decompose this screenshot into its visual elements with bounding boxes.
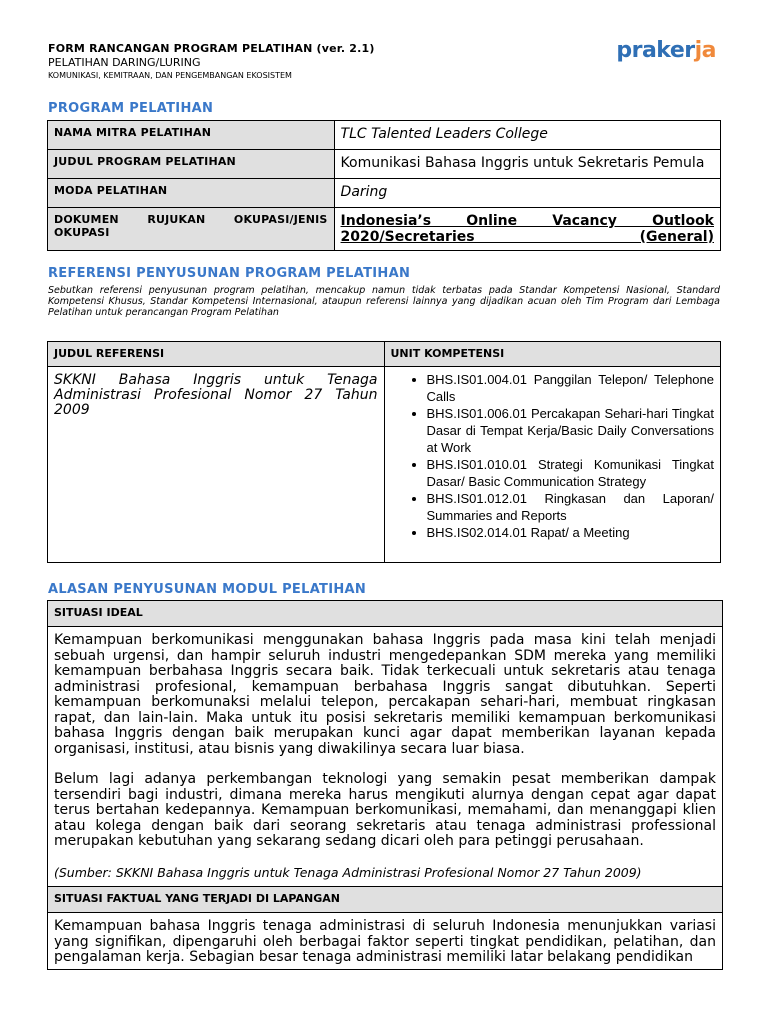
source-note: (Sumber: SKKNI Bahasa Inggris untuk Tenaga Administrasi Profesional Nomor 27 Tahun 2009) <box>54 864 642 880</box>
row-label: DOKUMEN RUJUKAN OKUPASI/JENIS OKUPASI <box>48 208 335 251</box>
paragraph: Belum lagi adanya perkembangan teknologi yang semakin pesat memberikan dampak tersendiri bagi industri, dimana mereka harus mengikuti alurnya dengan cepat agar dapat terus bertahan kedepannya. Kemampuan berkomunikasi, memahami, dan menanggapi klien atau kolega dengan baik dari seorang sekretaris atau tenaga administrasi professional merupakan kebutuhan yang sekarang sedang dicari oleh para petinggi perusahaan. <box>54 771 716 849</box>
situasi-faktual-header: SITUASI FAKTUAL YANG TERJADI DI LAPANGAN <box>48 887 723 913</box>
moda-value: Daring <box>334 179 720 208</box>
paragraph: Kemampuan bahasa Inggris tenaga administrasi di seluruh Indonesia menunjukkan variasi yang signifikan, dipengaruhi oleh berbagai faktor seperti tingkat pendidikan, pelatihan, dan pengalaman kerja. Sebagian besar tenaga administrasi memiliki latar belakang pendidikan <box>54 918 716 965</box>
situasi-faktual-body <box>48 913 723 970</box>
section-title-alasan: ALASAN PENYUSUNAN MODUL PELATIHAN <box>48 582 367 597</box>
list-item: • BHS.IS01.010.01 Strategi Komunikasi Tingkat Dasar/ Basic Communication Strategy <box>427 456 715 490</box>
section-title-program: PROGRAM PELATIHAN <box>48 101 214 116</box>
referensi-table <box>47 341 721 563</box>
table-row <box>48 121 721 150</box>
logo-text: praker <box>616 38 695 63</box>
list-item: • BHS.IS01.006.01 Percakapan Sehari-hari Tingkat Dasar di Tempat Kerja/Basic Daily Conversations at Work <box>427 405 715 456</box>
list-item: • BHS.IS02.014.01 Rapat/ a Meeting <box>427 524 715 541</box>
form-header <box>48 42 578 82</box>
prakerja-logo <box>616 38 716 63</box>
situasi-ideal-body <box>48 627 723 887</box>
form-subtitle: PELATIHAN DARING/LURING <box>48 56 201 69</box>
referensi-note: Sebutkan referensi penyusunan program pelatihan, mencakup namun tidak terbatas pada Standar Kompetensi Nasional, Standard Kompetensi Khusus, Standar Kompetensi Internasional, ataupun referensi lainnya yang dijadikan acuan oleh Tim Program dari Lembaga Pelatihan untuk perancangan Program Pelatihan <box>48 285 720 318</box>
situasi-ideal-header: SITUASI IDEAL <box>48 601 723 627</box>
unit-list <box>385 371 715 541</box>
list-item: • BHS.IS01.012.01 Ringkasan dan Laporan/ Summaries and Reports <box>427 490 715 524</box>
dokumen-value: Indonesia’s Online Vacancy Outlook 2020/Secretaries (General) <box>334 208 720 251</box>
table-row <box>48 208 721 251</box>
logo-accent-text: ja <box>694 38 716 63</box>
table-row <box>48 179 721 208</box>
program-table <box>47 120 721 251</box>
mitra-value: TLC Talented Leaders College <box>334 121 720 150</box>
list-item: • BHS.IS01.004.01 Panggilan Telepon/ Telephone Calls <box>427 371 715 405</box>
table-row <box>48 150 721 179</box>
table-header-row <box>48 342 721 367</box>
table-header-row <box>48 887 723 913</box>
table-header-row <box>48 601 723 627</box>
table-row <box>48 913 723 970</box>
judul-program-value: Komunikasi Bahasa Inggris untuk Sekretaris Pemula <box>334 150 720 179</box>
alasan-table <box>47 600 723 970</box>
table-row <box>48 627 723 887</box>
paragraph: Kemampuan berkomunikasi menggunakan bahasa Inggris pada masa kini telah menjadi sebuah urgensi, dan hampir seluruh industri mengedepankan SDM mereka yang memiliki kemampuan berbahasa Inggris secara baik. Tidak terkecuali untuk sekretaris atau tenaga administrasi profesional, kemampuan berbahasa Inggris sangat dibutuhkan. Seperti kemampuan berkomunaksi melalui telepon, percakapan sehari-hari, membuat ringkasan rapat, dan lain-lain. Maka untuk itu posisi sekretaris memiliki kemampuan berkomunikasi bahasa Inggris dengan baik merupakan kunci agar dapat memberikan layanan kepada organisasi, institusi, atau bisnis yang diwakilinya secara luar biasa. <box>54 632 716 757</box>
column-header-referensi: JUDUL REFERENSI <box>48 342 385 367</box>
form-title: FORM RANCANGAN PROGRAM PELATIHAN (ver. 2.1) <box>48 42 375 55</box>
row-label: MODA PELATIHAN <box>48 179 335 208</box>
referensi-title: SKKNI Bahasa Inggris untuk Tenaga Administrasi Profesional Nomor 27 Tahun 2009 <box>48 367 385 563</box>
form-unit: KOMUNIKASI, KEMITRAAN, DAN PENGEMBANGAN EKOSISTEM <box>48 71 292 80</box>
column-header-unit: UNIT KOMPETENSI <box>384 342 721 367</box>
row-label: JUDUL PROGRAM PELATIHAN <box>48 150 335 179</box>
section-title-referensi: REFERENSI PENYUSUNAN PROGRAM PELATIHAN <box>48 266 411 281</box>
unit-kompetensi-cell <box>384 367 721 563</box>
row-label: NAMA MITRA PELATIHAN <box>48 121 335 150</box>
table-row <box>48 367 721 563</box>
